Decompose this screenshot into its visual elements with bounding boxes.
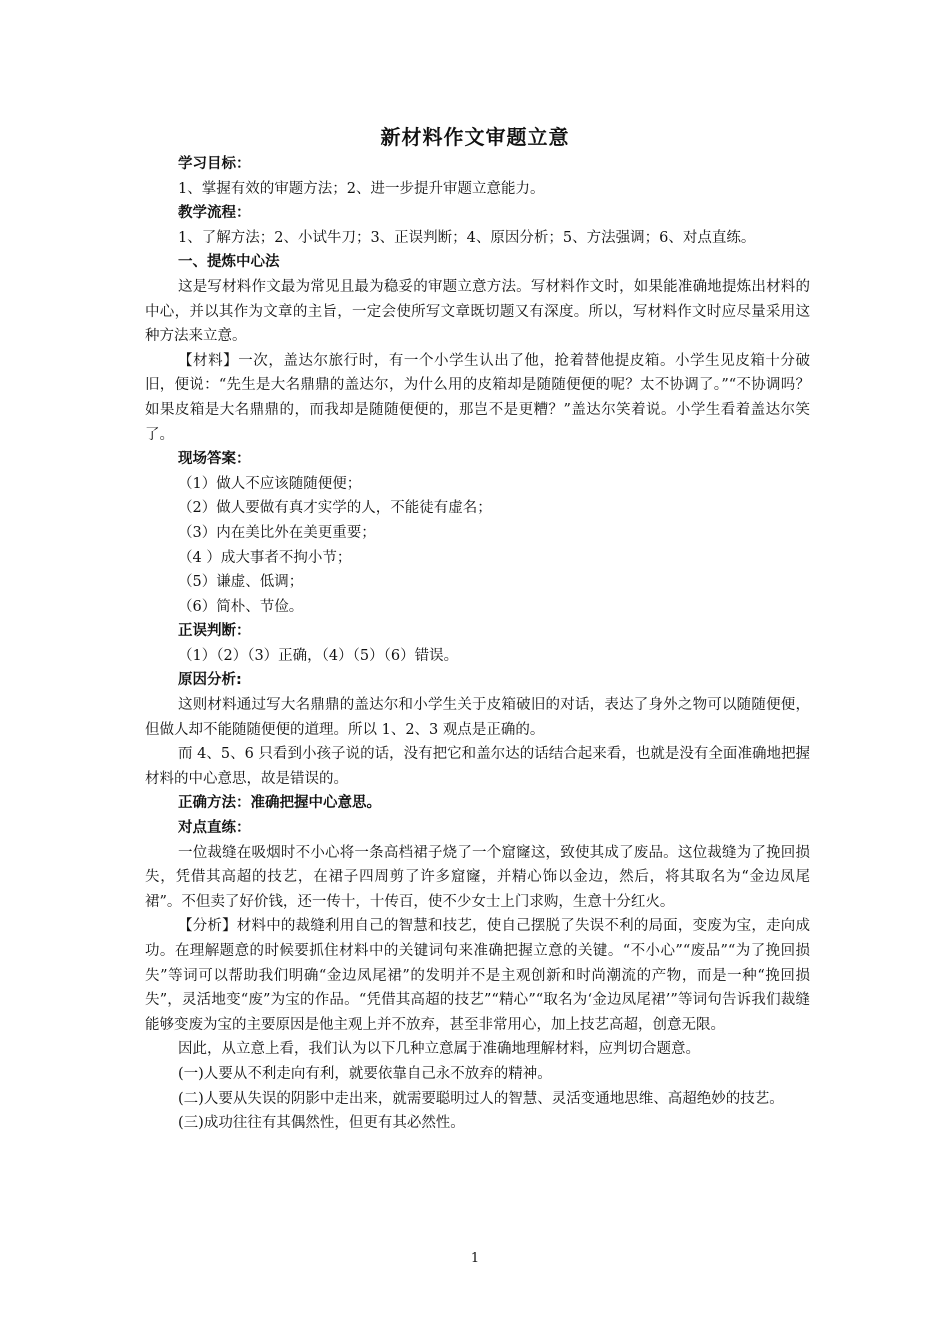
answer-item-4: （4 ）成大事者不拘小节； [178,549,352,566]
document-body [145,152,810,1136]
teaching-process-text: 1、了解方法；2、小试牛刀；3、正误判断；4、原因分析；5、方法强调；6、对点直练。 [178,229,756,246]
reason-paragraph-2: 而 4、5、6 只看到小孩子说的话，没有把它和盖尔达的话结合起来看，也就是没有全面准确地把握材料的中心意思，故是错误的。 [145,746,810,787]
heading-practice: 对点直练： [178,820,251,837]
answer-item-6: （6）简朴、节俭。 [178,598,304,615]
correct-method-line: 正确方法：准确把握中心意思。 [178,795,381,812]
answer-item-2: （2）做人要做有真才实学的人，不能徒有虚名； [178,500,492,517]
answer-item-5: （5）谦虚、低调； [178,574,304,591]
analysis-paragraph: 【分析】材料中的裁缝利用自己的智慧和技艺，使自己摆脱了失误不利的局面，变废为宝，走向成功。在理解题意的时候要抓住材料中的关键词句来准确把握立意的关键。“不小心”“废品”“为了挽回损失”等词可以帮助我们明确“金边凤尾裙”的发明并不是主观创新和时尚潮流的产物，而是一种“挽回损失”，灵活地变“废”为宝的作品。“凭借其高超的技艺”“精心”“取名为‘金边凤尾裙’”等词句告诉我们裁缝能够变废为宝的主要原因是他主观上并不放弃，甚至非常用心，加上技艺高超，创意无限。 [145,918,810,1033]
judgement-text: （1）（2）（3）正确，（4）（5）（6）错误。 [178,647,459,664]
conclusion-paragraph: 因此，从立意上看，我们认为以下几种立意属于准确地理解材料，应判切合题意。 [178,1041,700,1058]
heading-method-one: 一、提炼中心法 [178,254,280,271]
heading-reason-analysis: 原因分析: [178,672,242,689]
idea-item-2: (二)人要从失误的阴影中走出来，就需要聪明过人的智慧、灵活变通地思维、高超绝妙的技艺。 [178,1090,784,1107]
reason-paragraph-1: 这则材料通过写大名鼎鼎的盖达尔和小学生关于皮箱破旧的对话，表达了身外之物可以随随便便，但做人却不能随随便便的道理。所以 1、2、3 观点是正确的。 [145,697,810,738]
answer-item-3: （3）内在美比外在美更重要； [178,524,376,541]
answer-item-1: （1）做人不应该随随便便； [178,475,362,492]
practice-material-paragraph: 一位裁缝在吸烟时不小心将一条高档裙子烧了一个窟窿这，致使其成了废品。这位裁缝为了挽回损失，凭借其高超的技艺，在裙子四周剪了许多窟窿，并精心饰以金边，然后，将其取名为“金边凤尾裙”。不但卖了好价钱，还一传十，十传百，使不少女士上门求购，生意十分红火。 [145,844,810,910]
method-intro-paragraph: 这是写材料作文最为常见且最为稳妥的审题立意方法。写材料作文时，如果能准确地提炼出材料的中心，并以其作为文章的主旨，一定会使所写文章既切题又有深度。所以，写材料作文时应尽量采用这种方法来立意。 [145,278,810,345]
idea-item-3: (三)成功往往有其偶然性，但更有其必然性。 [178,1115,465,1132]
material-paragraph: 【材料】一次，盖达尔旅行时，有一个小学生认出了他，抢着替他提皮箱。小学生见皮箱十分破旧，便说：“先生是大名鼎鼎的盖达尔，为什么用的皮箱却是随随便便的呢？太不协调了。”“不协调吗？如果皮箱是大名鼎鼎的，而我却是随随便便的，那岂不是更糟？”盖达尔笑着说。小学生看着盖达尔笑了。 [145,352,810,443]
heading-teaching-process: 教学流程： [178,205,251,222]
document-title: 新材料作文审题立意 [380,125,570,149]
heading-judgement: 正误判断： [178,623,251,640]
page-number: 1 [470,1251,480,1266]
heading-live-answers: 现场答案： [178,451,251,468]
idea-item-1: (一)人要从不利走向有利，就要依靠自己永不放弃的精神。 [178,1065,552,1082]
heading-learning-goals: 学习目标： [178,156,251,172]
learning-goals-text: 1、掌握有效的审题方法；2、进一步提升审题立意能力。 [178,180,545,197]
